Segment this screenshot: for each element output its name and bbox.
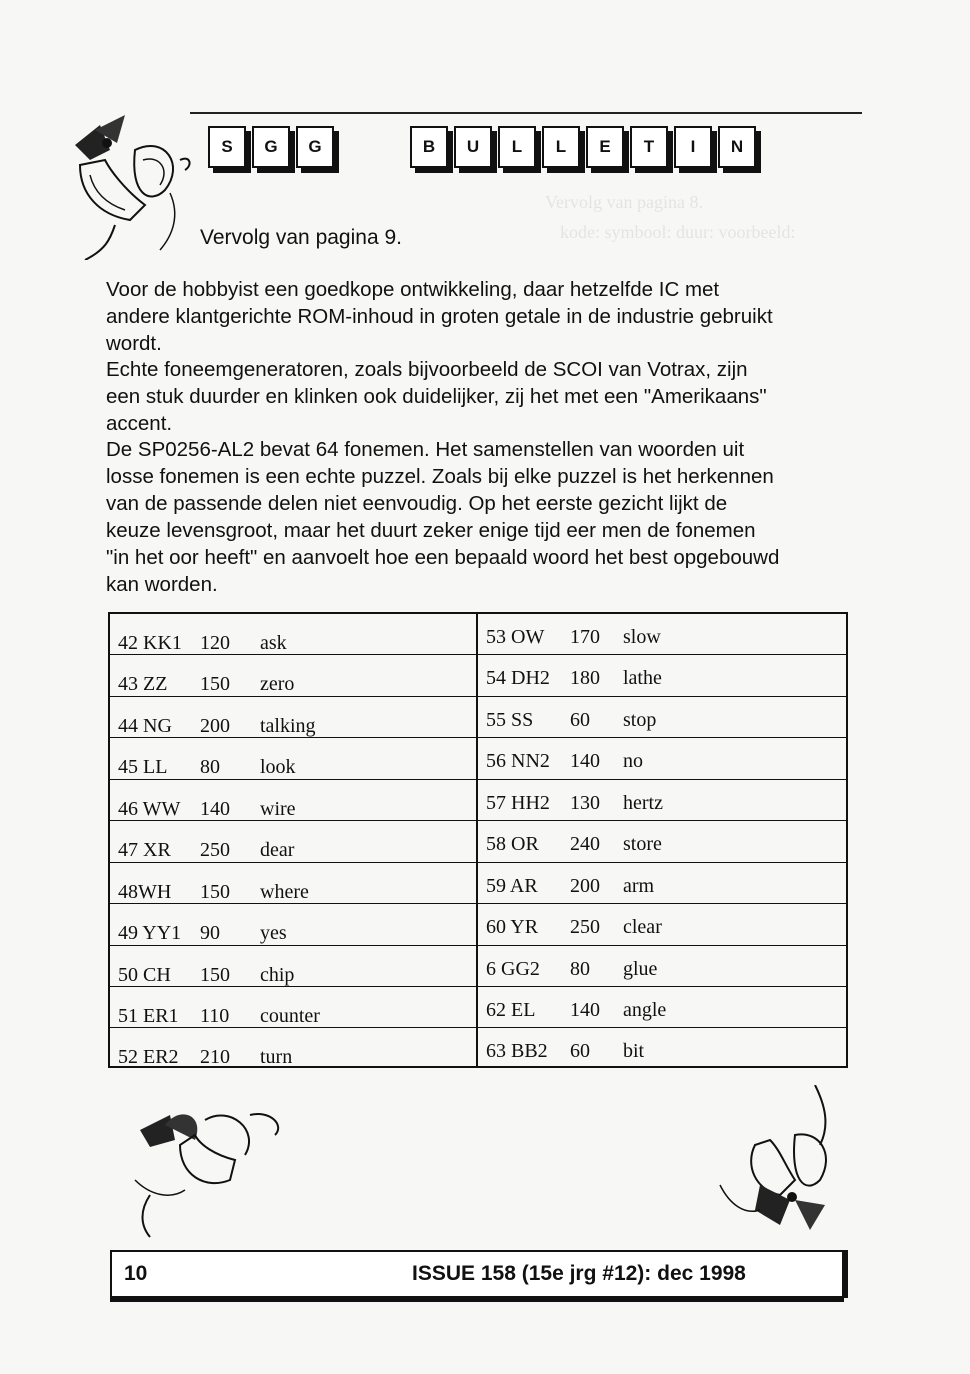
phoneme-code: 58 OR [486,833,539,856]
masthead-letter: U [454,126,492,168]
phoneme-code: 48WH [118,880,172,903]
phoneme-dur: 130 [570,791,600,814]
phoneme-code: 6 GG2 [486,957,540,980]
phoneme-word: bit [623,1040,645,1063]
masthead-letter: S [208,126,246,168]
phoneme-code: 54 DH2 [486,667,550,690]
masthead-rule [190,112,862,114]
table-row [110,946,476,987]
text-line: kan worden. [106,573,218,596]
phoneme-dur: 60 [570,708,590,731]
phoneme-code: 44 NG [118,714,172,737]
table-row [478,904,846,945]
phoneme-word: arm [623,874,655,897]
phoneme-word: turn [260,1046,293,1069]
phoneme-word: counter [260,1004,320,1027]
phoneme-word: slow [623,626,661,648]
phoneme-dur: 210 [200,1046,230,1069]
phoneme-dur: 150 [200,963,230,986]
table-row [110,987,476,1028]
paragraph [106,276,846,357]
phoneme-code: 46 WW [118,797,181,820]
phoneme-code: 42 KK1 [118,632,182,654]
masthead-letter: B [410,126,448,168]
table-row [478,738,846,779]
phoneme-word: dear [260,839,295,862]
phoneme-word: yes [260,922,287,945]
table-row [478,821,846,862]
phoneme-code: 49 YY1 [118,922,182,945]
phoneme-word: store [623,833,662,856]
phoneme-dur: 90 [200,922,220,945]
phoneme-word: where [260,880,309,903]
phoneme-dur: 150 [200,880,230,903]
phoneme-code: 55 SS [486,708,534,731]
text-line: van de passende delen niet eenvoudig. Op het eerste gezicht lijkt de [106,492,728,515]
masthead-letter: I [674,126,712,168]
phoneme-code: 45 LL [118,756,168,779]
phoneme-code: 50 CH [118,963,171,986]
phoneme-word: zero [260,673,295,696]
continuation-note: Vervolg van pagina 9. [200,226,402,249]
table-row [478,780,846,821]
phoneme-dur: 240 [570,833,600,856]
phoneme-dur: 120 [200,632,230,654]
text-line: wordt. [106,332,162,355]
text-line: andere klantgerichte ROM-inhoud in groten getale in de industrie gebruikt [106,305,773,328]
text-line: Echte foneemgeneratoren, zoals bijvoorbeeld de SCOI van Votrax, zijn [106,358,748,381]
table-row [110,614,476,655]
phoneme-dur: 140 [570,998,600,1021]
table-row [110,1028,476,1069]
table-row [110,655,476,696]
text-line: "in het oor heeft" en aanvoelt hoe een bepaald woord het best opgebouwd [106,546,780,569]
phoneme-code: 62 EL [486,998,536,1021]
phoneme-code: 53 OW [486,626,545,648]
masthead-letter: L [542,126,580,168]
table-row [478,655,846,696]
phoneme-code: 63 BB2 [486,1040,548,1063]
text-line: losse fonemen is een echte puzzel. Zoals bij elke puzzel is het herkennen [106,465,774,488]
phoneme-dur: 200 [570,874,600,897]
phoneme-code: 47 XR [118,839,171,862]
phoneme-dur: 170 [570,626,600,648]
phoneme-word: look [260,756,296,779]
phoneme-dur: 140 [570,750,600,773]
masthead-letter: L [498,126,536,168]
text-line: Voor de hobbyist een goedkope ontwikkeling, daar hetzelfde IC met [106,278,720,301]
masthead-letter: G [296,126,334,168]
masthead-letter: E [586,126,624,168]
table-row [478,614,846,655]
paragraph [106,436,846,598]
table-row [110,780,476,821]
page-number: 10 [124,1262,148,1285]
table-row [110,863,476,904]
phoneme-word: clear [623,916,662,939]
table-row [478,863,846,904]
masthead-letter: G [252,126,290,168]
phoneme-word: no [623,750,643,773]
table-row [478,987,846,1028]
phoneme-dur: 150 [200,673,230,696]
phoneme-word: stop [623,708,657,731]
table-row [110,738,476,779]
table-row [110,904,476,945]
phoneme-word: angle [623,998,667,1021]
phoneme-dur: 200 [200,714,230,737]
phoneme-dur: 80 [570,957,590,980]
phoneme-code: 52 ER2 [118,1046,179,1069]
text-line: accent. [106,412,173,435]
phoneme-dur: 140 [200,797,230,820]
table-row [478,1028,846,1069]
text-line: een stuk duurder en klinken ook duidelijker, zij het met een "Amerikaans" [106,385,767,408]
christmas-bell-icon [55,105,205,260]
phoneme-word: chip [260,963,295,986]
phoneme-table [108,612,848,1068]
phoneme-dur: 110 [200,1004,230,1027]
phoneme-word: wire [260,797,296,820]
phoneme-word: ask [260,632,287,654]
table-column-right [478,614,846,1066]
phoneme-dur: 80 [200,756,220,779]
masthead-letter: T [630,126,668,168]
phoneme-word: glue [623,957,658,980]
phoneme-word: lathe [623,667,662,690]
phoneme-dur: 250 [570,916,600,939]
christmas-bell-icon [700,1085,850,1245]
phoneme-code: 57 HH2 [486,791,550,814]
phoneme-dur: 60 [570,1040,590,1063]
text-line: keuze levensgroot, maar het duurt zeker enige tijd eer men de fonemen [106,519,756,542]
phoneme-dur: 250 [200,839,230,862]
masthead-letter: N [718,126,756,168]
issue-label: ISSUE 158 (15e jrg #12): dec 1998 [412,1262,746,1285]
phoneme-word: hertz [623,791,663,814]
paragraph [106,356,846,437]
table-row [110,697,476,738]
phoneme-code: 59 AR [486,874,538,897]
text-line: De SP0256-AL2 bevat 64 fonemen. Het samenstellen van woorden uit [106,438,745,461]
table-column-left [110,614,478,1069]
table-row [478,946,846,987]
phoneme-code: 56 NN2 [486,750,550,773]
page-footer [110,1250,844,1298]
phoneme-word: talking [260,714,316,737]
phoneme-code: 51 ER1 [118,1004,179,1027]
table-row [478,697,846,738]
christmas-bell-icon [110,1085,290,1240]
phoneme-code: 60 YR [486,916,539,939]
phoneme-dur: 180 [570,667,600,690]
phoneme-code: 43 ZZ [118,673,168,696]
table-row [110,821,476,862]
